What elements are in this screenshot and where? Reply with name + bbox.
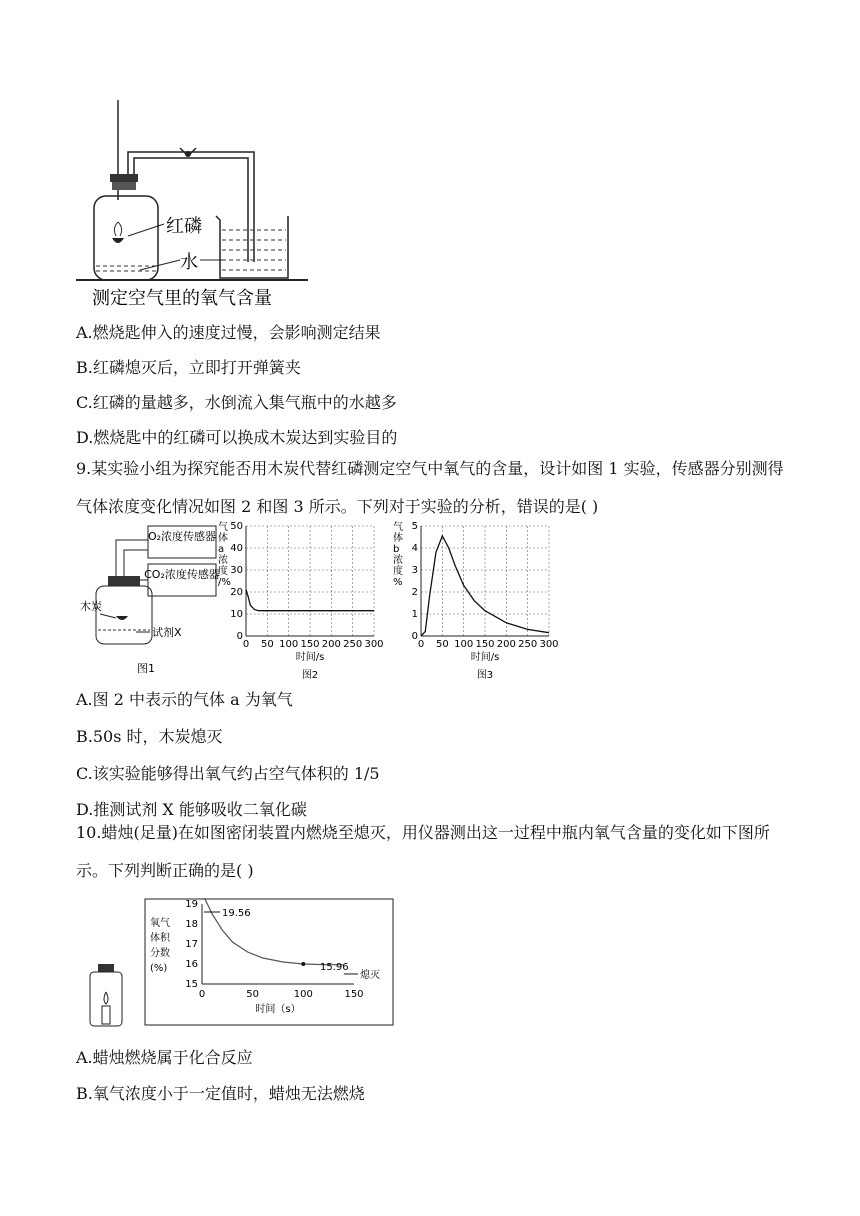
q8-option-b: B.红磷熄灭后，立即打开弹簧夹 — [76, 358, 301, 377]
extinguish-label: 熄灭 — [360, 970, 380, 981]
fig2-x-tick: 50 — [260, 639, 274, 650]
fig10-x-tick: 0 — [198, 989, 206, 1000]
start-value-label: 19.56 — [222, 908, 251, 919]
q10-stem: 10.蜡烛(足量)在如图密闭装置内燃烧至熄灭，用仪器测出这一过程中瓶内氧气含量的变化如下图所示。下列判断正确的是( ) — [76, 823, 770, 880]
q10-option-a: A.蜡烛燃烧属于化合反应 — [76, 1048, 253, 1067]
fig3-x-tick: 50 — [435, 639, 449, 650]
fig3-x-tick: 150 — [475, 639, 495, 650]
fig10-x-tick: 100 — [293, 989, 313, 1000]
fig3-x-tick: 250 — [518, 639, 538, 650]
fig3-x-label: 时间/s — [470, 652, 500, 663]
q10-option-b: B.氧气浓度小于一定值时，蜡烛无法燃烧 — [76, 1084, 365, 1103]
q8-option-c: C.红磷的量越多，水倒流入集气瓶中的水越多 — [76, 393, 397, 412]
oxygen-fraction-chart — [144, 898, 394, 1026]
fig3-y-tick: 5 — [411, 521, 418, 532]
oxygen-content-apparatus — [76, 100, 326, 310]
fig3-y-tick: 3 — [411, 565, 418, 576]
fig2-chart — [210, 520, 385, 680]
fig2-x-tick: 150 — [300, 639, 320, 650]
fig2-y-tick: 10 — [230, 609, 243, 620]
fig2-y-label: 气体 a 浓度/% — [218, 522, 231, 588]
fig3-y-tick: 1 — [411, 609, 418, 620]
fig2-x-tick: 200 — [321, 639, 341, 650]
fig3-x-tick: 100 — [454, 639, 474, 650]
q8-option-a: A.燃烧匙伸入的速度过慢，会影响测定结果 — [76, 323, 381, 342]
fig1-caption: 图1 — [137, 662, 155, 675]
fig10-y-tick: 16 — [185, 959, 198, 970]
o2-sensor-label: O₂浓度传感器 — [147, 530, 217, 543]
fig3-caption: 图3 — [476, 670, 494, 680]
q9-option-b: B.50s 时，木炭熄灭 — [76, 727, 223, 746]
fig10-x-tick: 150 — [344, 989, 364, 1000]
fig10-y-tick: 18 — [185, 919, 198, 930]
charcoal-label: 木炭 — [80, 600, 102, 613]
fig2-y-tick: 20 — [230, 587, 243, 598]
fig2-x-tick: 300 — [364, 639, 384, 650]
fig2-y-tick: 40 — [230, 543, 243, 554]
q9-option-c: C.该实验能够得出氧气约占空气体积的 1/5 — [76, 764, 380, 783]
fig8-caption: 测定空气里的氧气含量 — [92, 288, 272, 309]
reagent-x-label: 试剂X — [152, 626, 182, 639]
fig10-x-tick: 50 — [246, 989, 260, 1000]
q9-option-a: A.图 2 中表示的气体 a 为氧气 — [76, 690, 293, 709]
fig3-y-tick: 0 — [411, 631, 418, 642]
fig3-chart — [385, 520, 560, 680]
candle-jar — [84, 962, 124, 1028]
q9-option-d: D.推测试剂 X 能够吸收二氧化碳 — [76, 800, 307, 819]
label-red-phosphorus: 红磷 — [166, 216, 202, 237]
fig2-caption: 图2 — [301, 670, 319, 680]
fig10-end-point — [301, 962, 305, 966]
fig2-x-label: 时间/s — [295, 652, 325, 663]
fig2-x-tick: 250 — [343, 639, 363, 650]
fig3-x-tick: 0 — [417, 639, 425, 650]
fig3-x-tick: 200 — [496, 639, 516, 650]
fig3-y-tick: 4 — [411, 543, 418, 554]
fig2-y-tick: 50 — [230, 521, 243, 532]
q9-stem: 9.某实验小组为探究能否用木炭代替红磷测定空气中氧气的含量，设计如图 1 实验，传感器分别测得气体浓度变化情况如图 2 和图 3 所示。下列对于实验的分析，错误的是( ) — [76, 459, 784, 516]
fig10-y-tick: 15 — [185, 979, 198, 990]
fig3-x-tick: 300 — [539, 639, 559, 650]
label-water: 水 — [180, 252, 198, 273]
fig10-y-label: 氧气体积分数(%) — [150, 918, 170, 974]
fig10-y-tick: 17 — [185, 939, 198, 950]
end-value-label: 15.96 — [320, 962, 349, 973]
fig2-x-tick: 0 — [242, 639, 250, 650]
q8-option-d: D.燃烧匙中的红磷可以换成木炭达到实验目的 — [76, 428, 398, 447]
fig2-y-tick: 0 — [236, 631, 243, 642]
fig2-x-tick: 100 — [279, 639, 299, 650]
fig2-y-tick: 30 — [230, 565, 243, 576]
fig10-x-label: 时间（s） — [255, 1004, 301, 1015]
fig10-y-tick: 19 — [185, 899, 198, 910]
fig3-y-label: 气体 b 浓度% — [393, 522, 403, 588]
co2-sensor-label: CO₂浓度传感器 — [144, 568, 220, 581]
fig3-y-tick: 2 — [411, 587, 418, 598]
